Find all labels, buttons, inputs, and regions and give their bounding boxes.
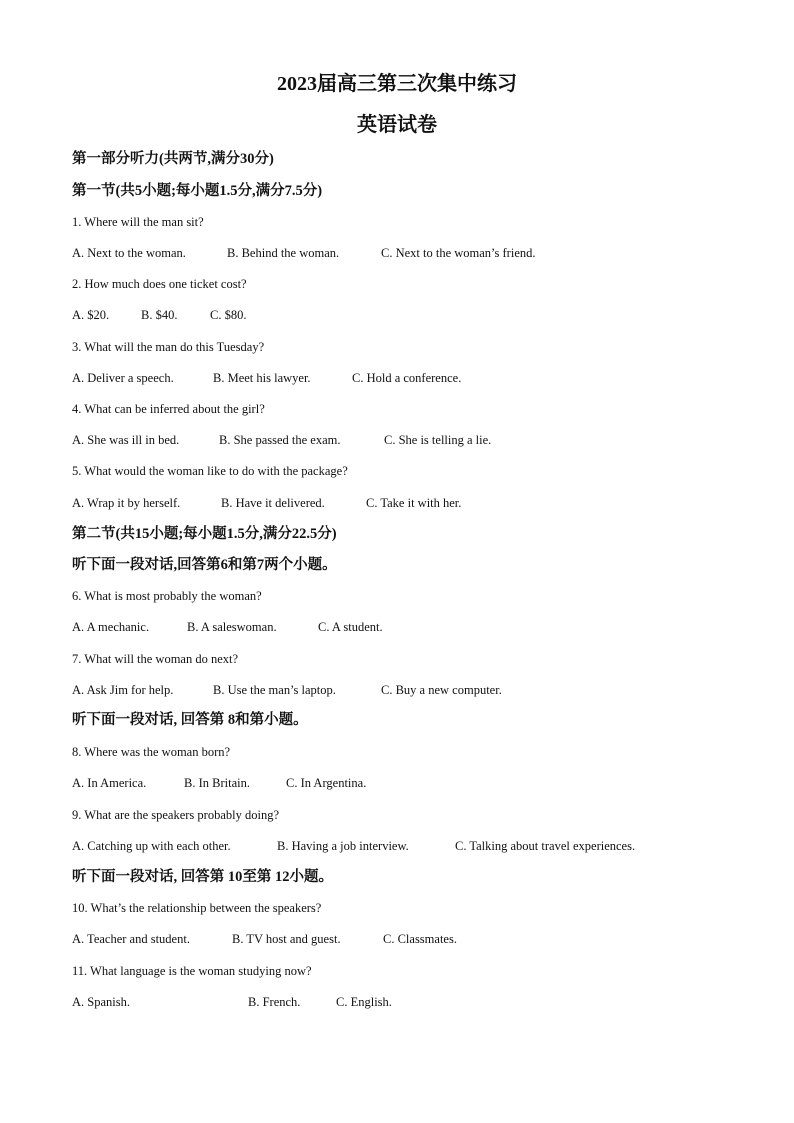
- question-5: 5. What would the woman like to do with the package?: [72, 464, 348, 478]
- options-5: [72, 495, 772, 511]
- option-a: A. Teacher and student.: [72, 932, 190, 946]
- option-b: B. Have it delivered.: [221, 496, 325, 510]
- question-9: 9. What are the speakers probably doing?: [72, 808, 279, 822]
- options-9: [72, 838, 772, 854]
- option-a: A. Deliver a speech.: [72, 371, 174, 385]
- question-2: 2. How much does one ticket cost?: [72, 277, 247, 291]
- option-c: C. English.: [336, 995, 392, 1009]
- question-4: 4. What can be inferred about the girl?: [72, 402, 265, 416]
- option-a: A. A mechanic.: [72, 620, 150, 634]
- option-b: B. Use the man’s laptop.: [213, 683, 336, 697]
- option-b: B. Having a job interview.: [277, 839, 409, 853]
- option-b: B. TV host and guest.: [232, 932, 341, 946]
- options-7: [72, 682, 772, 698]
- option-c: C. She is telling a lie.: [384, 433, 492, 447]
- option-b: B. Behind the woman.: [227, 246, 340, 260]
- option-c: C. Talking about travel experiences.: [455, 839, 636, 853]
- options-6: [72, 619, 772, 635]
- option-a: A. Ask Jim for help.: [72, 683, 174, 697]
- question-3: 3. What will the man do this Tuesday?: [72, 340, 265, 354]
- options-4: [72, 432, 772, 448]
- options-2: [72, 307, 772, 323]
- part-one-heading: 第一部分听力(共两节,满分30分): [72, 151, 274, 167]
- question-8: 8. Where was the woman born?: [72, 745, 231, 759]
- option-c: C. Next to the woman’s friend.: [381, 246, 536, 260]
- question-6: 6. What is most probably the woman?: [72, 589, 262, 603]
- options-1: [72, 245, 772, 261]
- section-one-heading: 第一节(共5小题;每小题1.5分,满分7.5分): [72, 183, 323, 199]
- option-b: B. She passed the exam.: [219, 433, 341, 447]
- option-a: A. $20.: [72, 308, 110, 322]
- instruction-10-12: 听下面一段对话, 回答第 10至第 12小题。: [72, 869, 333, 885]
- option-a: A. In America.: [72, 776, 147, 790]
- option-b: B. French.: [248, 995, 301, 1009]
- option-a: A. Spanish.: [72, 995, 130, 1009]
- instruction-6-7: 听下面一段对话,回答第6和第7两个小题。: [72, 557, 337, 573]
- question-1: 1. Where will the man sit?: [72, 215, 204, 229]
- option-c: C. $80.: [210, 308, 247, 322]
- instruction-8-9: 听下面一段对话, 回答第 8和第小题。: [72, 712, 308, 728]
- option-c: C. In Argentina.: [286, 776, 367, 790]
- options-3: [72, 370, 772, 386]
- option-b: B. A saleswoman.: [187, 620, 277, 634]
- question-11: 11. What language is the woman studying now?: [72, 964, 312, 978]
- option-c: C. Take it with her.: [366, 496, 462, 510]
- option-a: A. She was ill in bed.: [72, 433, 180, 447]
- option-c: C. Buy a new computer.: [381, 683, 502, 697]
- section-two-heading: 第二节(共15小题;每小题1.5分,满分22.5分): [72, 526, 337, 542]
- options-10: [72, 931, 772, 947]
- options-11: [72, 994, 772, 1010]
- question-10: 10. What’s the relationship between the speakers?: [72, 901, 322, 915]
- option-c: C. Hold a conference.: [352, 371, 462, 385]
- exam-subtitle: 英语试卷: [357, 114, 437, 136]
- option-a: A. Catching up with each other.: [72, 839, 231, 853]
- option-c: C. Classmates.: [383, 932, 457, 946]
- options-8: [72, 775, 772, 791]
- option-b: B. $40.: [141, 308, 178, 322]
- option-a: A. Next to the woman.: [72, 246, 186, 260]
- question-7: 7. What will the woman do next?: [72, 652, 239, 666]
- option-b: B. In Britain.: [184, 776, 250, 790]
- option-b: B. Meet his lawyer.: [213, 371, 311, 385]
- option-a: A. Wrap it by herself.: [72, 496, 181, 510]
- exam-title: 2023届高三第三次集中练习: [277, 73, 517, 95]
- option-c: C. A student.: [318, 620, 383, 634]
